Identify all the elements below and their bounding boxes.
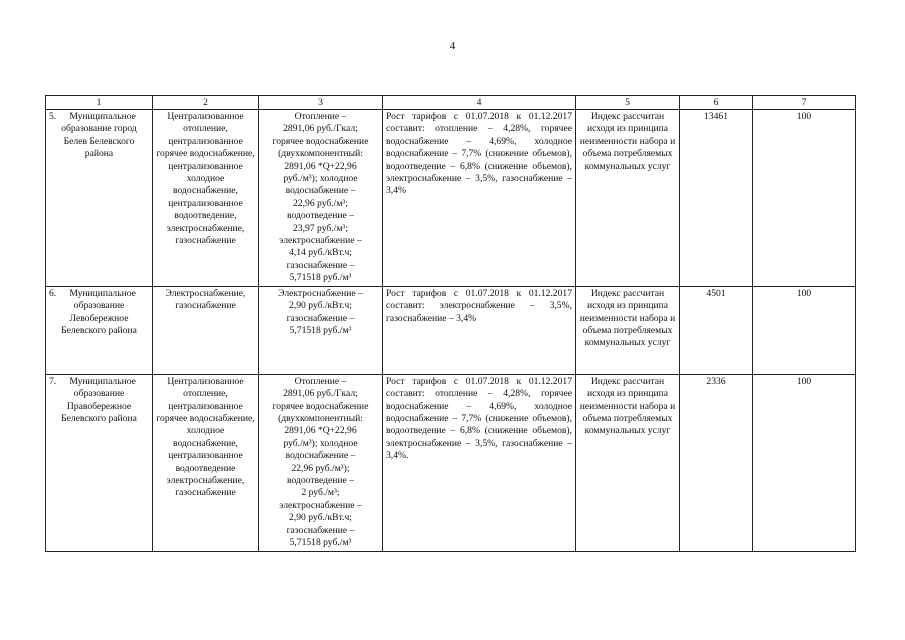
tariff-line: водоснабжение – <box>285 450 356 462</box>
tariff-line: 22,96 руб./м³; <box>293 197 348 209</box>
index-note-cell: Индекс рассчитан исходя из принципа неизменности набора и объема потребляемых коммунальных услуг <box>576 286 680 374</box>
table-row <box>46 110 856 287</box>
entity-cell <box>46 286 153 374</box>
entity-name: Муниципальное образование Левобережное Белевского района <box>61 287 137 336</box>
table-row <box>46 286 856 374</box>
services-cell: Централизованное отопление, централизованное горячее водоснабжение, холодное водоснабжение, централизованное водоотведение электроснабжение, газоснабжение <box>153 374 259 551</box>
tariff-line: 2 руб./м³; <box>301 487 340 499</box>
tariff-line: 2,90 руб./кВт.ч; <box>289 512 352 524</box>
services-cell: Централизованное отопление, централизованное горячее водоснабжение, централизованное холодное водоснабжение, централизованное водоотведение, электроснабжение, газоснабжение <box>153 110 259 287</box>
growth-cell: Рост тарифов с 01.07.2018 к 01.12.2017 составит: электроснабжение – 3,5%, газоснабжение – 3,4% <box>383 286 576 374</box>
tariff-table <box>45 95 856 552</box>
entity-name: Муниципальное образование Правобережное Белевского района <box>61 375 137 424</box>
tariff-line: Отопление – <box>294 111 347 122</box>
col7-cell: 100 <box>753 286 856 374</box>
header-cell: 7 <box>753 96 856 110</box>
row-number: 6. <box>49 287 57 299</box>
col6-cell: 13461 <box>680 110 753 287</box>
row-number: 7. <box>49 375 57 387</box>
tariff-line: газоснабжение – <box>286 259 355 271</box>
tariff-line: (двухкомпонентный: <box>278 148 363 160</box>
tariff-line: электроснабжение – <box>279 235 362 247</box>
entity-name: Муниципальное образование город Белев Белевского района <box>61 111 137 160</box>
growth-cell: Рост тарифов с 01.07.2018 к 01.12.2017 составит: отопление – 4,28%, горячее водоснабжение – 4,69%, холодное водоснабжение – 7,7% (снижение объемов), водоотведение – 6,8% (снижение объемов), электроснабжение – 3,5%, газоснабжение – 3,4%. <box>383 374 576 551</box>
tariff-line: водоснабжение – <box>285 185 356 197</box>
tariff-line: 5,71518 руб./м³ <box>289 324 352 336</box>
tariffs-cell <box>259 110 383 287</box>
tariff-line: 23,97 руб./м³; <box>293 222 348 234</box>
row-number: 5. <box>49 111 57 122</box>
tariff-line: Электроснабжение – <box>278 287 363 299</box>
tariffs-cell <box>259 286 383 374</box>
tariff-line: руб./м³); холодное <box>283 173 358 185</box>
services-cell: Электроснабжение, газоснабжение <box>153 286 259 374</box>
col7-cell: 100 <box>753 110 856 287</box>
tariff-line: (двухкомпонентный: <box>278 412 363 424</box>
tariff-line: 2891,06 *Q+22,96 <box>284 160 357 172</box>
tariffs-cell <box>259 374 383 551</box>
index-note-cell: Индекс рассчитан исходя из принципа неизменности набора и объема потребляемых коммунальных услуг <box>576 374 680 551</box>
tariff-line: горячее водоснабжение <box>272 135 369 147</box>
table-row <box>46 374 856 551</box>
tariff-line: водоотведение – <box>287 210 354 222</box>
tariff-line: 5,71518 руб./м³ <box>289 536 352 548</box>
page-number: 4 <box>449 40 456 52</box>
header-cell: 4 <box>383 96 576 110</box>
header-row <box>46 96 856 110</box>
tariff-line: водоотведение – <box>287 474 354 486</box>
header-cell: 6 <box>680 96 753 110</box>
col6-cell: 4501 <box>680 286 753 374</box>
header-cell: 3 <box>259 96 383 110</box>
tariff-line: 2891,06 руб./Гкал; <box>283 388 358 400</box>
entity-cell <box>46 110 153 287</box>
tariff-line: газоснабжение – <box>286 312 355 324</box>
tariff-line: руб./м³); холодное <box>283 437 358 449</box>
tariff-line: 2891,06 руб./Гкал; <box>283 123 358 135</box>
header-cell: 5 <box>576 96 680 110</box>
tariff-line: газоснабжение – <box>286 524 355 536</box>
tariff-line: 2,90 руб./кВт.ч; <box>289 300 352 312</box>
tariff-line: 4,14 руб./кВт.ч; <box>289 247 352 259</box>
col7-cell: 100 <box>753 374 856 551</box>
tariff-line: 22,96 руб./м³); <box>291 462 350 474</box>
tariff-line: горячее водоснабжение <box>272 400 369 412</box>
header-cell: 2 <box>153 96 259 110</box>
col6-cell: 2336 <box>680 374 753 551</box>
header-cell: 1 <box>46 96 153 110</box>
tariff-line: Отопление – <box>294 375 347 387</box>
tariff-line: 2891,06 *Q+22,96 <box>284 425 357 437</box>
tariff-line: электроснабжение – <box>279 499 362 511</box>
index-note-cell: Индекс рассчитан исходя из принципа неизменности набора и объема потребляемых коммунальных услуг <box>576 110 680 287</box>
growth-cell: Рост тарифов с 01.07.2018 к 01.12.2017 составит: отопление – 4,28%, горячее водоснабжение – 4,69%, холодное водоснабжение – 7,7% (снижение объемов), водоотведение – 6,8% (снижение объемов), электроснабжение – 3,5%, газоснабжение – 3,4% <box>383 110 576 287</box>
tariff-line: 5,71518 руб./м³ <box>289 272 352 284</box>
entity-cell <box>46 374 153 551</box>
